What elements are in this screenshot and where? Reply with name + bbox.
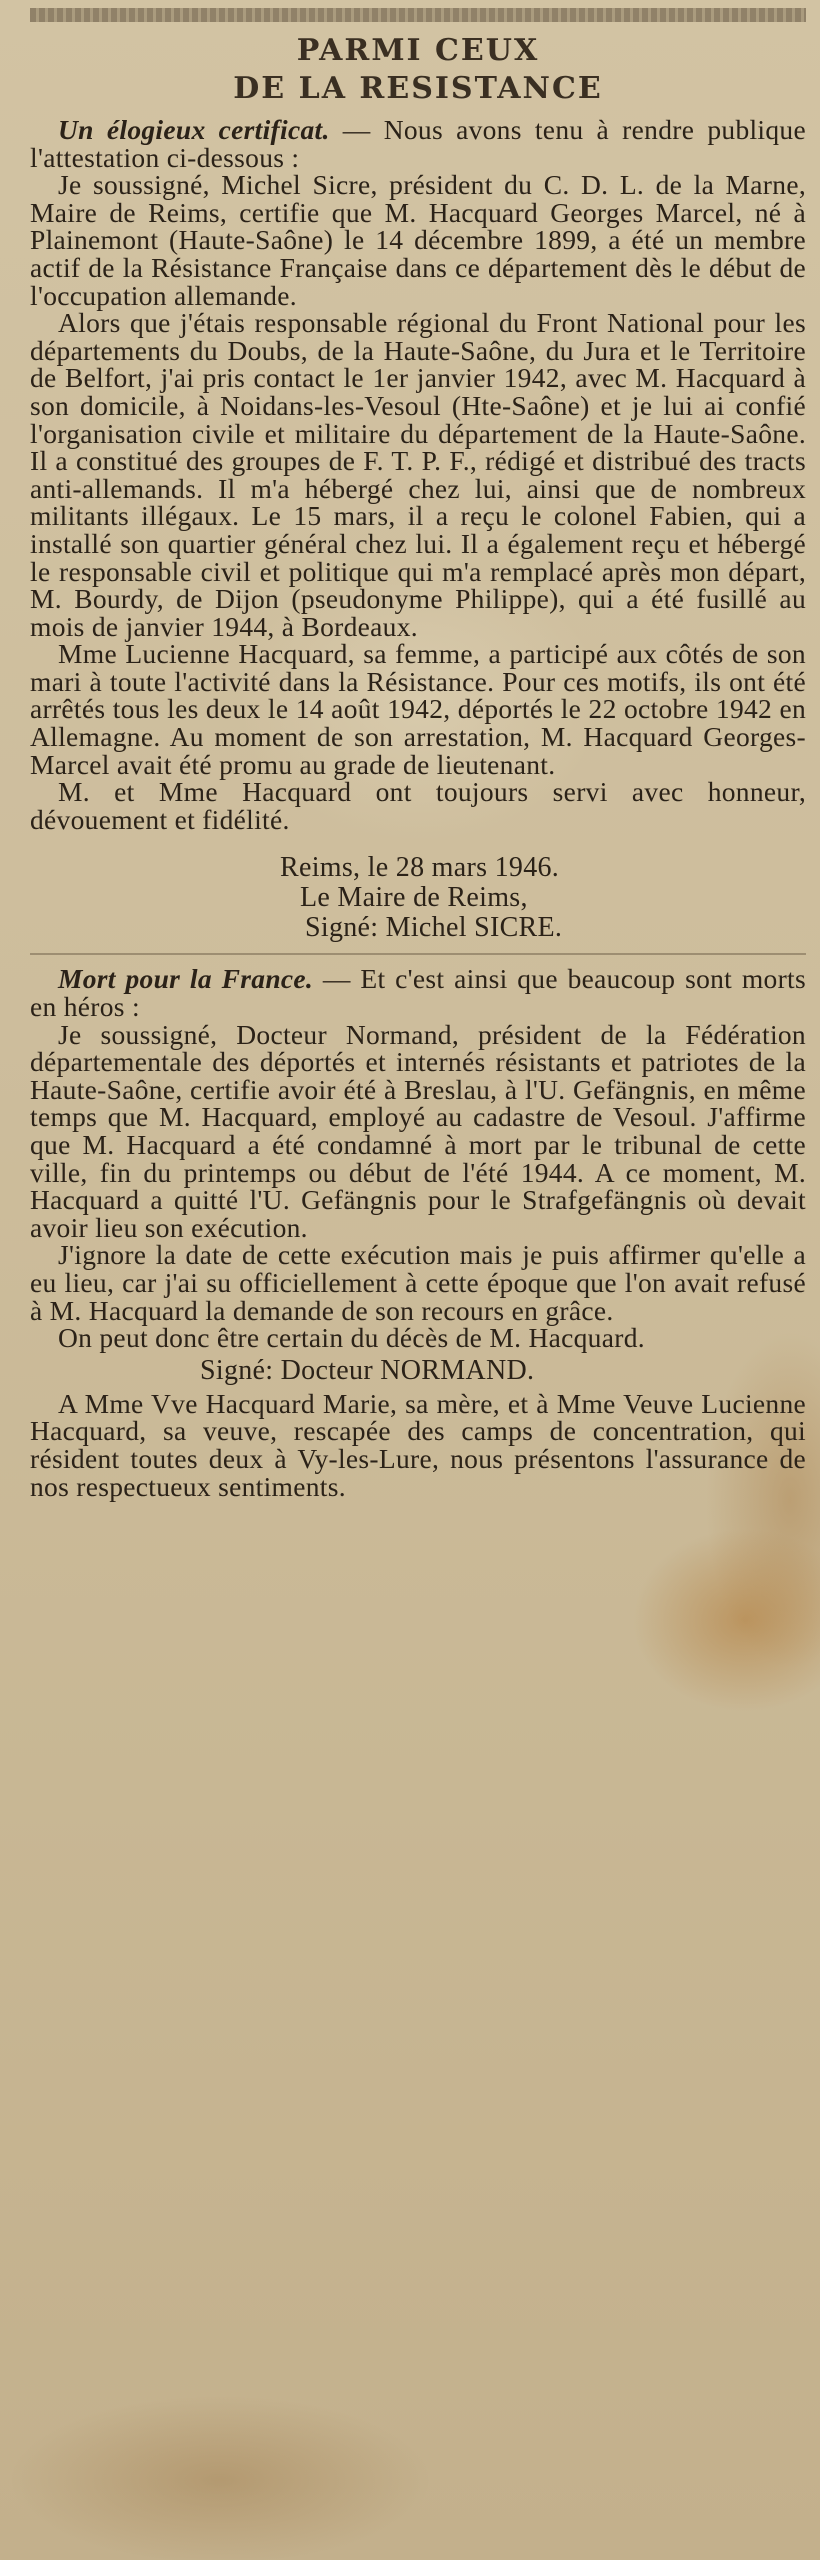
certificate-paragraph-2: Alors que j'étais responsable régional du Front National pour les départements du Doubs, de la Haute-Saône, du Jura et le Territoire de Belfort, j'ai pris contact le 1er janvier 1942, avec M. Hacquard à son domicile, à Noidans-les-Vesoul (Hte-Saône) et je lui ai confié l'organisation civile et militaire du département de la Haute-Saône. Il a constitué des groupes de F. T. P. F., rédigé et distribué des tracts anti-allemands. Il m'a hébergé chez lui, ainsi que de nombreux militants illégaux. Le 15 mars, il a reçu le colonel Fabien, qui a installé son quartier général chez lui. Il a également reçu et hébergé le responsable civil et politique qui m'a remplacé après mon départ, M. Bourdy, de Dijon (pseudonyme Philippe), qui a été fusillé au mois de janvier 1944, à Bordeaux.: [30, 307, 806, 642]
headline-line-1: PARMI CEUX: [296, 33, 540, 68]
normand-paragraph-1: Je soussigné, Docteur Normand, président de la Fédération départementale des déportés et internés résistants et patriotes de la Haute-Saône, certifie avoir été à Breslau, à l'U. Gefängnis, en même temps que M. Hacquard, employé au cadastre de Vesoul. J'affirme que M. Hacquard a été condamné à mort par le tribunal de cette ville, fin du printemps ou début de l'été 1944. A ce moment, M. Hacquard a quitté l'U. Gefängnis pour le Strafgefängnis où devait avoir lieu son exécution.: [30, 1018, 806, 1243]
article-headline: [30, 32, 806, 108]
article-body: [30, 116, 806, 1500]
signature-normand: Signé: Docteur NORMAND.: [200, 1354, 535, 1386]
signature-block-sicre: [30, 853, 806, 943]
signature-title: Le Maire de Reims,: [300, 882, 528, 914]
second-intro-paragraph: [30, 963, 806, 1023]
intro-lead: Un élogieux certificat.: [58, 114, 330, 145]
headline-line-2: DE LA RESISTANCE: [233, 71, 603, 106]
section-divider: [30, 953, 806, 961]
closing-paragraph: A Mme Vve Hacquard Marie, sa mère, et à Mme Veuve Lucienne Hacquard, sa veuve, rescapée des camps de concentration, qui résident toutes deux à Vy-les-Lure, nous présentons l'assurance de nos respectueux sentiments.: [30, 1387, 806, 1502]
signature-name: Signé: Michel SICRE.: [305, 912, 563, 944]
intro-paragraph: [30, 116, 806, 171]
certificate-paragraph-1: Je soussigné, Michel Sicre, président du C. D. L. de la Marne, Maire de Reims, certifie que M. Hacquard Georges Marcel, né à Plainemont (Haute-Saône) le 14 décembre 1899, a été un membre actif de la Résistance Française dans ce département dès le début de l'occupation allemande.: [30, 169, 806, 311]
normand-paragraph-3: On peut donc être certain du décès de M. Hacquard.: [58, 1322, 645, 1354]
second-intro-text: — Et c'est ainsi que beaucoup sont morts en héros :: [30, 963, 806, 1023]
certificate-paragraph-4: M. et Mme Hacquard ont toujours servi avec honneur, dévouement et fidélité.: [30, 776, 806, 835]
torn-top-edge: [30, 8, 806, 22]
normand-paragraph-2: J'ignore la date de cette exécution mais je puis affirmer qu'elle a eu lieu, car j'ai su officiellement à cette époque que l'on avait refusé à M. Hacquard la demande de son recours en grâce.: [30, 1239, 806, 1326]
signature-date: Reims, le 28 mars 1946.: [280, 852, 560, 884]
certificate-paragraph-3: Mme Lucienne Hacquard, sa femme, a participé aux côtés de son mari à toute l'activité dans la Résistance. Pour ces motifs, ils ont été arrêtés tous les deux le 14 août 1942, déportés le 22 octobre 1942 en Allemagne. Au moment de son arrestation, M. Hacquard Georges-Marcel avait été promu au grade de lieutenant.: [30, 638, 806, 780]
second-intro-lead: Mort pour la France.: [58, 963, 314, 995]
intro-text: — Nous avons tenu à rendre publique l'attestation ci-dessous :: [30, 114, 806, 173]
